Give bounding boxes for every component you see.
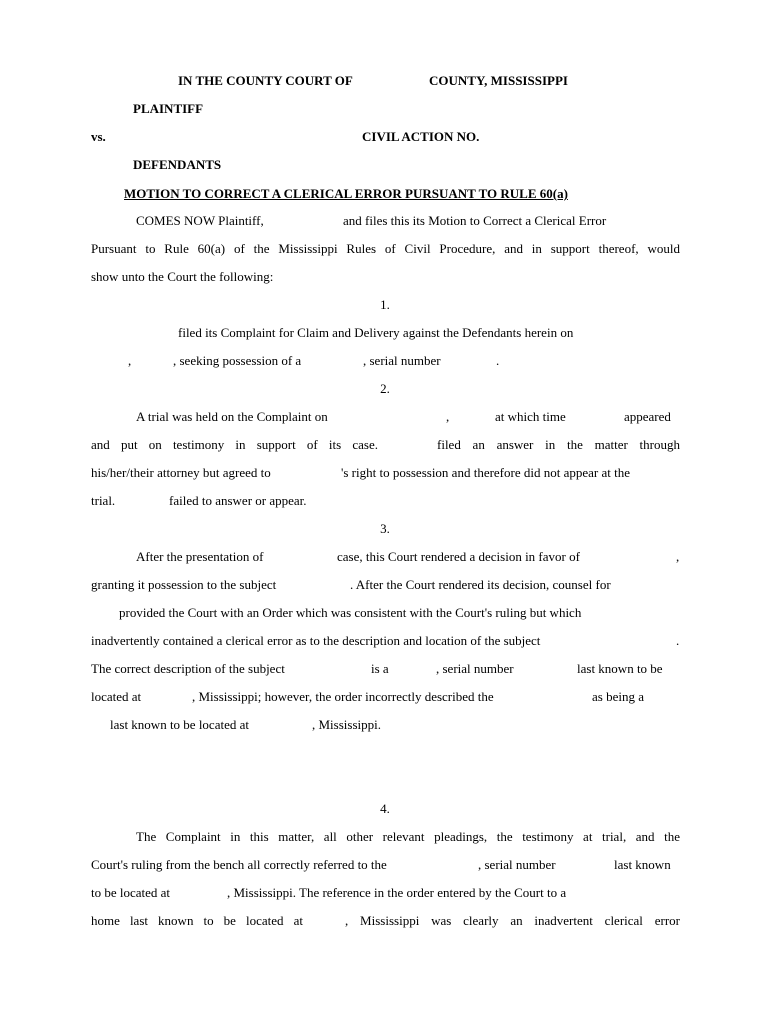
para2-line-2a: and put on testimony in support of its case. xyxy=(91,437,378,452)
section-number-3: 3. xyxy=(380,521,390,536)
intro-line-1a: COMES NOW Plaintiff, xyxy=(136,213,264,228)
para2-line-3a: his/her/their attorney but agreed to xyxy=(91,465,271,480)
para4-line-1: The Complaint in this matter, all other relevant pleadings, the testimony at trial, and the xyxy=(136,829,680,844)
court-title: IN THE COUNTY COURT OF xyxy=(178,73,353,88)
para2-line-4a: trial. xyxy=(91,493,116,508)
para3-line-5b: is a xyxy=(371,661,389,676)
defendants-label: DEFENDANTS xyxy=(133,157,222,172)
para1-line-1: filed its Complaint for Claim and Delivery against the Defendants herein on xyxy=(178,325,574,340)
para3-line-7b: , Mississippi. xyxy=(312,717,381,732)
para3-line-7a: last known to be located at xyxy=(110,717,249,732)
civil-action-label: CIVIL ACTION NO. xyxy=(362,129,480,144)
para3-line-6c: as being a xyxy=(592,689,644,704)
para2-line-3b: 's right to possession and therefore did not appear at the xyxy=(341,465,630,480)
para4-line-3a: to be located at xyxy=(91,885,171,900)
county-suffix: COUNTY, MISSISSIPPI xyxy=(429,73,568,88)
section-number-4: 4. xyxy=(380,801,390,816)
intro-line-3: show unto the Court the following: xyxy=(91,269,274,284)
para4-line-2c: last known xyxy=(614,857,671,872)
para3-line-5a: The correct description of the subject xyxy=(91,661,285,676)
intro-line-2: Pursuant to Rule 60(a) of the Mississippi Rules of Civil Procedure, and in support thereof, would xyxy=(91,241,680,256)
para3-line-4b: . xyxy=(676,633,680,648)
para3-line-5d: last known to be xyxy=(577,661,663,676)
para4-line-2b: , serial number xyxy=(478,857,556,872)
para1-line-2a: , xyxy=(128,353,132,368)
section-number-1: 1. xyxy=(380,297,390,312)
para3-line-3: provided the Court with an Order which was consistent with the Court's ruling but which xyxy=(119,605,582,620)
para4-line-4b: , Mississippi was clearly an inadvertent clerical error xyxy=(345,913,680,928)
para3-line-1b: case, this Court rendered a decision in favor of xyxy=(337,549,580,564)
motion-title: MOTION TO CORRECT A CLERICAL ERROR PURSUANT TO RULE 60(a) xyxy=(124,186,568,201)
para1-line-2c: , serial number xyxy=(363,353,441,368)
para3-line-2b: . After the Court rendered its decision, counsel for xyxy=(350,577,611,592)
para2-line-1a: A trial was held on the Complaint on xyxy=(136,409,328,424)
section-number-2: 2. xyxy=(380,381,390,396)
para3-line-5c: , serial number xyxy=(436,661,514,676)
para2-line-4b: failed to answer or appear. xyxy=(169,493,307,508)
para4-line-2a: Court's ruling from the bench all correctly referred to the xyxy=(91,857,387,872)
intro-line-1b: and files this its Motion to Correct a Clerical Error xyxy=(343,213,607,228)
vs-label: vs. xyxy=(91,129,106,144)
para3-line-6b: , Mississippi; however, the order incorrectly described the xyxy=(192,689,494,704)
para2-line-1b: , xyxy=(446,409,450,424)
para3-line-4a: inadvertently contained a clerical error as to the description and location of the subject xyxy=(91,633,541,648)
para4-line-4a: home last known to be located at xyxy=(91,913,303,928)
para3-line-6a: located at xyxy=(91,689,142,704)
para3-line-2a: granting it possession to the subject xyxy=(91,577,277,592)
para1-line-2d: . xyxy=(496,353,500,368)
para4-line-3b: , Mississippi. The reference in the order entered by the Court to a xyxy=(227,885,567,900)
para3-line-1a: After the presentation of xyxy=(136,549,264,564)
para1-line-2b: , seeking possession of a xyxy=(173,353,302,368)
para3-line-1c: , xyxy=(676,549,680,564)
para2-line-2b: filed an answer in the matter through xyxy=(437,437,680,452)
para2-line-1d: appeared xyxy=(624,409,671,424)
plaintiff-label: PLAINTIFF xyxy=(133,101,204,116)
para2-line-1c: at which time xyxy=(495,409,566,424)
